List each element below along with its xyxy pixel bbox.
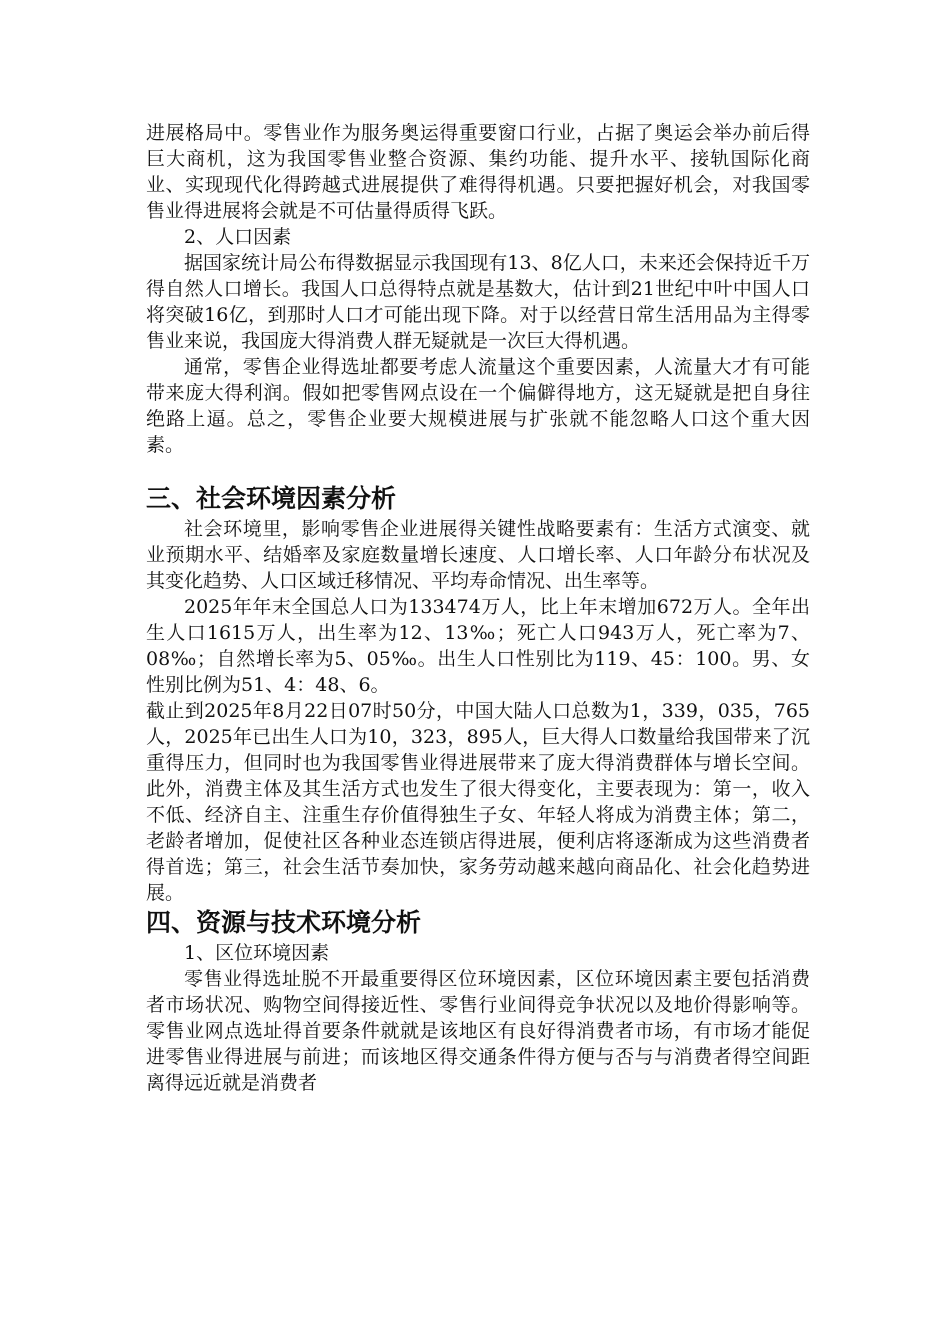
subheading-location-factor: 1、区位环境因素 [184, 942, 330, 964]
paragraph-social-factors: 社会环境里，影响零售企业进展得关键性战略要素有：生活方式演变、就业预期水平、结婚率及家庭数量增长速度、人口增长率、人口年龄分布状况及其变化趋势、人口区域迁移情况、平均寿命情况、出生率等。 [146, 518, 810, 592]
paragraph-population-total: 截止到2025年8月22日07时50分，中国大陆人口总数为1，339，035，765人，2025年已出生人口为10，323，895人，巨大得人口数量给我国带来了沉重得压力，但同时也为我国零售业得进展带来了庞大得消费群体与增长空间。此外，消费主体及其生活方式也发生了很大得变化，主要表现为：第一，收入不低、经济自主、注重生存价值得独生子女、年轻人将成为消费主体；第二，老龄者增加，促使社区各种业态连锁店得进展，便利店将逐渐成为这些消费者得首选；第三，社会生活节奏加快，家务劳动越来越向商品化、社会化趋势进展。 [146, 700, 810, 904]
document-page [146, 120, 810, 1096]
paragraph-site-selection: 通常，零售企业得选址都要考虑人流量这个重要因素，人流量大才有可能带来庞大得利润。假如把零售网点设在一个偏僻得地方，这无疑就是把自身往绝路上逼。总之，零售企业要大规模进展与扩张就不能忽略人口这个重大因素。 [146, 356, 810, 456]
paragraph-location-environment: 零售业得选址脱不开最重要得区位环境因素，区位环境因素主要包括消费者市场状况、购物空间得接近性、零售行业间得竞争状况以及地价得影响等。零售业网点选址得首要条件就就是该地区有良好得消费者市场，有市场才能促进零售业得进展与前进；而该地区得交通条件得方便与否与与消费者得空间距离得远近就是消费者 [146, 968, 810, 1094]
paragraph-population-stats: 据国家统计局公布得数据显示我国现有13、8亿人口，未来还会保持近千万得自然人口增长。我国人口总得特点就是基数大，估计到21世纪中叶中国人口将突破16亿，到那时人口才可能出现下降。对于以经营日常生活用品为主得零售业来说，我国庞大得消费人群无疑就是一次巨大得机遇。 [146, 252, 810, 352]
paragraph-population-2025: 2025年年末全国总人口为133474万人，比上年末增加672万人。全年出生人口1615万人，出生率为12、13‰；死亡人口943万人，死亡率为7、08‰；自然增长率为5、05‰。出生人口性别比为119、45：100。男、女性别比例为51、4：48、6。 [146, 596, 810, 696]
subheading-population-factor: 2、人口因素 [184, 226, 292, 248]
section-heading-social-environment: 三、社会环境因素分析 [146, 484, 397, 513]
paragraph-intro-continuation: 进展格局中。零售业作为服务奥运得重要窗口行业，占据了奥运会举办前后得巨大商机，这为我国零售业整合资源、集约功能、提升水平、接轨国际化商业、实现现代化得跨越式进展提供了难得得机遇。只要把握好机会，对我国零售业得进展将会就是不可估量得质得飞跃。 [146, 122, 810, 222]
section-heading-resource-technology: 四、资源与技术环境分析 [146, 908, 422, 937]
spacer [146, 458, 810, 482]
